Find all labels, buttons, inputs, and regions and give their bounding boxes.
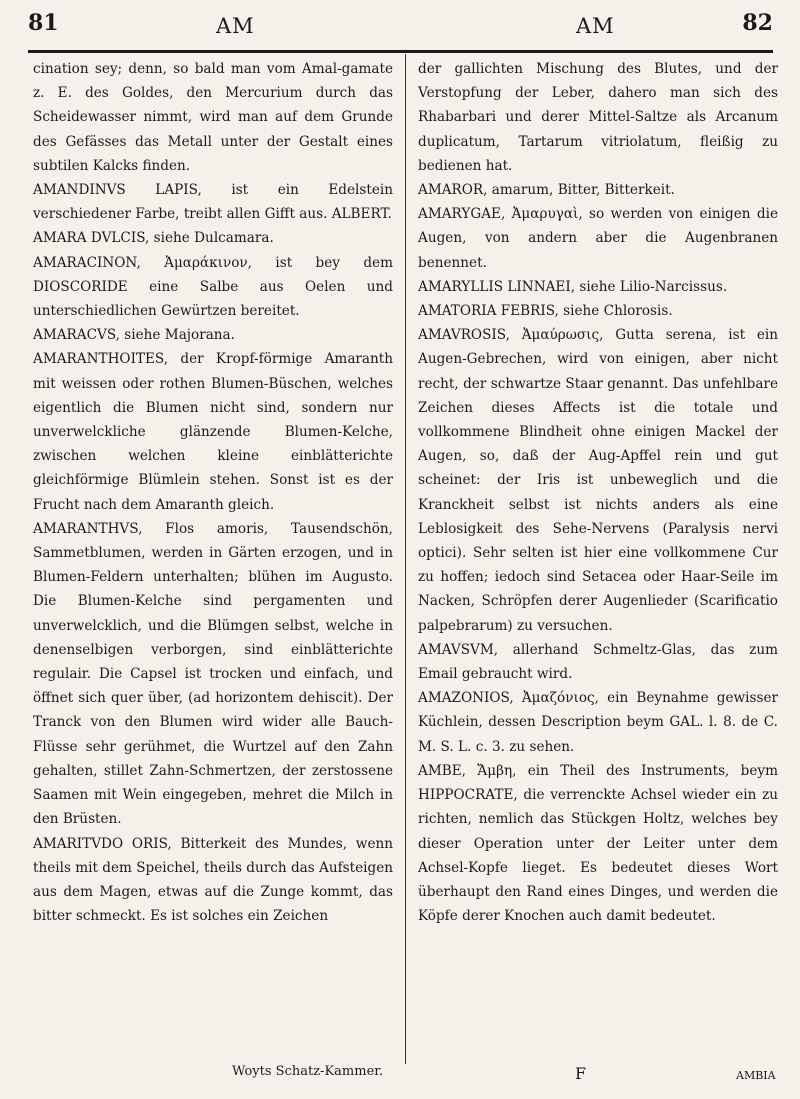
- entry-amaryllis: AMARYLLIS LINNAEI, siehe Lilio-Narcissus.: [418, 278, 728, 295]
- left-running-head: AM: [216, 14, 255, 38]
- right-column: [418, 57, 778, 928]
- left-catchword: Woyts Schatz-Kammer.: [232, 1064, 384, 1079]
- entry-amarygae: AMARYGAE, Ἀμαρυγαὶ, so werden von einigen die Augen, von andern aber die Augenbranen benennet.: [418, 206, 778, 271]
- entry-continuation: cination sey; denn, so bald man vom Amal-gamate z. E. des Goldes, den Mercurium durch das Scheidewasser nimmt, wird man auf dem Grunde des Gefässes das Metall unter der Gestalt eines subtilen Kalcks finden.: [33, 61, 393, 174]
- entry-amaurosis: AMAVROSIS, Ἀμαύρωσις, Gutta serena, ist ein Augen-Gebrechen, wird von einigen, aber nicht recht, der schwartze Staar genannt. Das unfehlbare Zeichen dieses Affects ist die totale und vollkommene Blindheit ohne einigen Mackel der Augen, so, daß der Aug-Apffel rein und gut scheinet: der Iris ist unbeweglich und die Kranckheit selbst ist nichts anders als eine Leblosigkeit des Sehe-Nervens (Paralysis nervi optici). Sehr selten ist hier eine vollkommene Cur zu hoffen; iedoch sind Setacea oder Haar-Seile im Nacken, Schröpfen derer Augenlieder (Scarificatio palpebrarum) zu versuchen.: [418, 327, 778, 634]
- entry-amaror: AMAROR, amarum, Bitter, Bitterkeit.: [418, 182, 675, 199]
- entry-amaracinon: AMARACINON, Ἀμαράκινον, ist bey dem DIOSCORIDE eine Salbe aus Oelen und unterschiedlichen Gewürtzen bereitet.: [33, 254, 393, 320]
- right-running-head: AM: [576, 14, 615, 38]
- page-header: [28, 8, 773, 50]
- entry-continuation-right: der gallichten Mischung des Blutes, und der Verstopfung der Leber, dahero man sich des Rhabarbari und derer Mittel-Saltze als Arcanum duplicatum, Tartarum vitriolatum, fleißig zu bedienen hat.: [418, 61, 778, 174]
- entry-amara-dulcis: AMARA DVLCIS, siehe Dulcamara.: [33, 230, 274, 247]
- entry-amandinus-lapis: AMANDINVS LAPIS, ist ein Edelstein verschiedener Farbe, treibt allen Gifft aus. ALBERT.: [33, 182, 393, 223]
- left-column: [33, 57, 393, 928]
- right-page-number: 82: [742, 10, 773, 36]
- entry-amaritudo-oris: AMARITVDO ORIS, Bitterkeit des Mundes, wenn theils mit dem Speichel, theils durch das Aufsteigen aus dem Magen, etwas auf die Zunge kommt, das bitter schmeckt. Es ist solches ein Zeichen: [33, 835, 393, 925]
- right-catchword: AMBIA: [736, 1069, 776, 1082]
- entry-amazonios: AMAZONIOS, Ἀμαζόνιος, ein Beynahme gewisser Küchlein, dessen Description beym GAL. l. 8. de C. M. S. L. c. 3. zu sehen.: [418, 690, 778, 755]
- entry-ambe: AMBE, Ἄμβη, ein Theil des Instruments, beym HIPPOCRATE, die verrenckte Achsel wieder ein zu richten, nemlich das Stückgen Holtz, welches bey dieser Operation unter der Leiter unter dem Achsel-Kopfe lieget. Es bedeutet dieses Wort überhaupt den Rand eines Dinges, und werden die Köpfe derer Knochen auch damit bedeutet.: [418, 762, 778, 925]
- column-divider: [405, 54, 406, 1064]
- entry-amatoria-febris: AMATORIA FEBRIS, siehe Chlorosis.: [418, 303, 673, 320]
- entry-amaranthus: AMARANTHVS, Flos amoris, Tausendschön, Sammetblumen, werden in Gärten erzogen, und in Blumen-Feldern unterhalten; blühen im Augusto. Die Blumen-Kelche sind pergamenten und unverwelcklich, und die Blümgen selbst, welche in denenselbigen verborgen, sind einblätterichte regulair. Die Capsel ist trocken und einfach, und öffnet sich quer über, (ad horizontem dehiscit). Der Tranck von den Blumen wird wider alle Bauch-Flüsse sehr gerühmet, die Wurtzel auf den Zahn gehalten, stillet Zahn-Schmertzen, der zerstossene Saamen mit Wein eingegeben, mehret die Milch in den Brüsten.: [33, 520, 393, 828]
- signature-mark: F: [575, 1064, 587, 1083]
- entry-amaranthoites: AMARANTHOITES, der Kropf-förmige Amaranth mit weissen oder rothen Blumen-Büschen, welches eigentlich die Blumen nicht sind, sondern nur unverwelckliche glänzende Blumen-Kelche, zwischen welchen kleine einblätterichte gleichförmige Blümlein stehen. Sonst ist es der Frucht nach dem Amaranth gleich.: [33, 351, 393, 513]
- header-rule: [28, 50, 773, 53]
- left-page-number: 81: [28, 10, 59, 36]
- entry-amausum: AMAVSVM, allerhand Schmeltz-Glas, das zum Email gebraucht wird.: [418, 641, 778, 683]
- entry-amaracus: AMARACVS, siehe Majorana.: [33, 327, 235, 344]
